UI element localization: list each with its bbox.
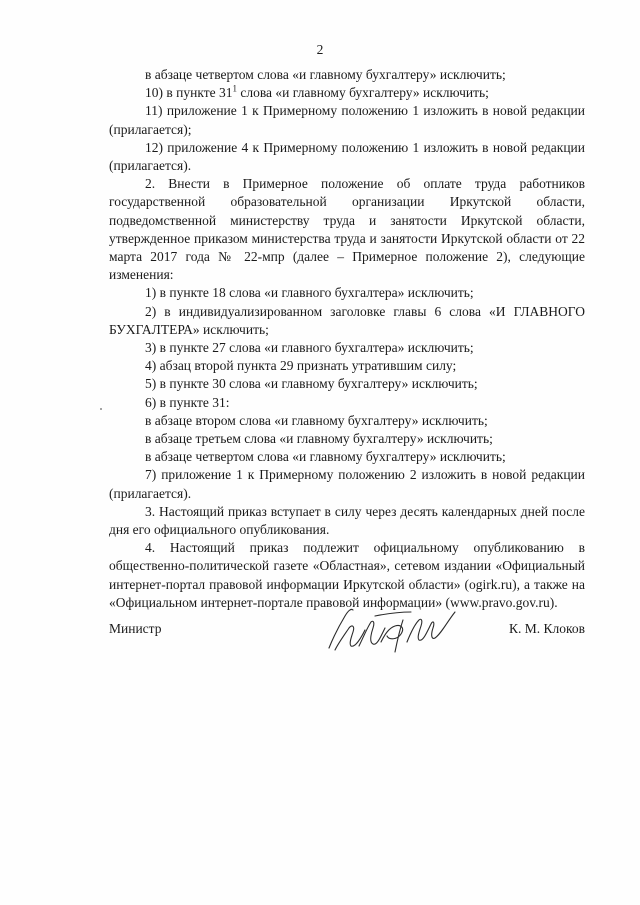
paragraph: 3) в пункте 27 слова «и главного бухгалтера» исключить;	[145, 340, 474, 356]
scan-speck	[100, 408, 102, 410]
signatory-title: Министр	[109, 621, 162, 636]
paragraph: 12) приложение 4 к Примерному положению 1 изложить в новой редакции (прилагается).	[109, 139, 585, 174]
superscript: 1	[232, 83, 237, 94]
paragraph: в абзаце третьем слова «и главному бухгалтеру» исключить;	[145, 431, 493, 447]
document-body	[109, 66, 585, 612]
paragraph-text: слова «и главному бухгалтеру» исключить;	[236, 85, 489, 101]
paragraph: 1) в пункте 18 слова «и главного бухгалтера» исключить;	[145, 285, 474, 301]
paragraph: в абзаце четвертом слова «и главному бухгалтеру» исключить;	[145, 67, 506, 82]
paragraph: 5) в пункте 30 слова «и главному бухгалтеру» исключить;	[145, 376, 478, 392]
paragraph: 4) абзац второй пункта 29 признать утратившим силу;	[145, 358, 457, 374]
paragraph: 4. Настоящий приказ подлежит официальному опубликованию в общественно-политической газете «Областная», сетевом издании «Официальный интернет-портал правовой информации Иркутской области» (ogirk.ru), а также на «Официальном интернет-портале правовой информации» (www.pravo.gov.ru).	[109, 540, 585, 610]
paragraph: в абзаце четвертом слова «и главному бухгалтеру» исключить;	[145, 449, 506, 465]
paragraph: 11) приложение 1 к Примерному положению 1 изложить в новой редакции (прилагается);	[109, 103, 585, 137]
signatory-name: К. М. Клоков	[509, 621, 585, 636]
paragraph: 2) в индивидуализированном заголовке главы 6 слова «И ГЛАВНОГО БУХГАЛТЕРА» исключить;	[109, 303, 585, 337]
paragraph: 3. Настоящий приказ вступает в силу через десять календарных дней после дня его официального опубликования.	[109, 503, 585, 538]
paragraph: 2. Внести в Примерное положение об оплате труда работников государственной образовательной организации Иркутской области, подведомственной министерству труда и занятости Иркутской области, утвержденное приказом министерства труда и занятости Иркутской области от 22 марта 2017 года № 22-мпр (далее – Примерное положение 2), следующие изменения:	[109, 176, 585, 283]
paragraph: 7) приложение 1 к Примерному положению 2 изложить в новой редакции (прилагается).	[109, 467, 585, 501]
paragraph: в абзаце втором слова «и главному бухгалтеру» исключить;	[145, 412, 488, 428]
handwritten-signature	[315, 598, 475, 658]
paragraph	[109, 84, 585, 102]
paragraph-text: 10) в пункте 31	[145, 85, 233, 101]
page-number: 2	[316, 42, 324, 57]
paragraph: 6) в пункте 31:	[145, 394, 230, 410]
